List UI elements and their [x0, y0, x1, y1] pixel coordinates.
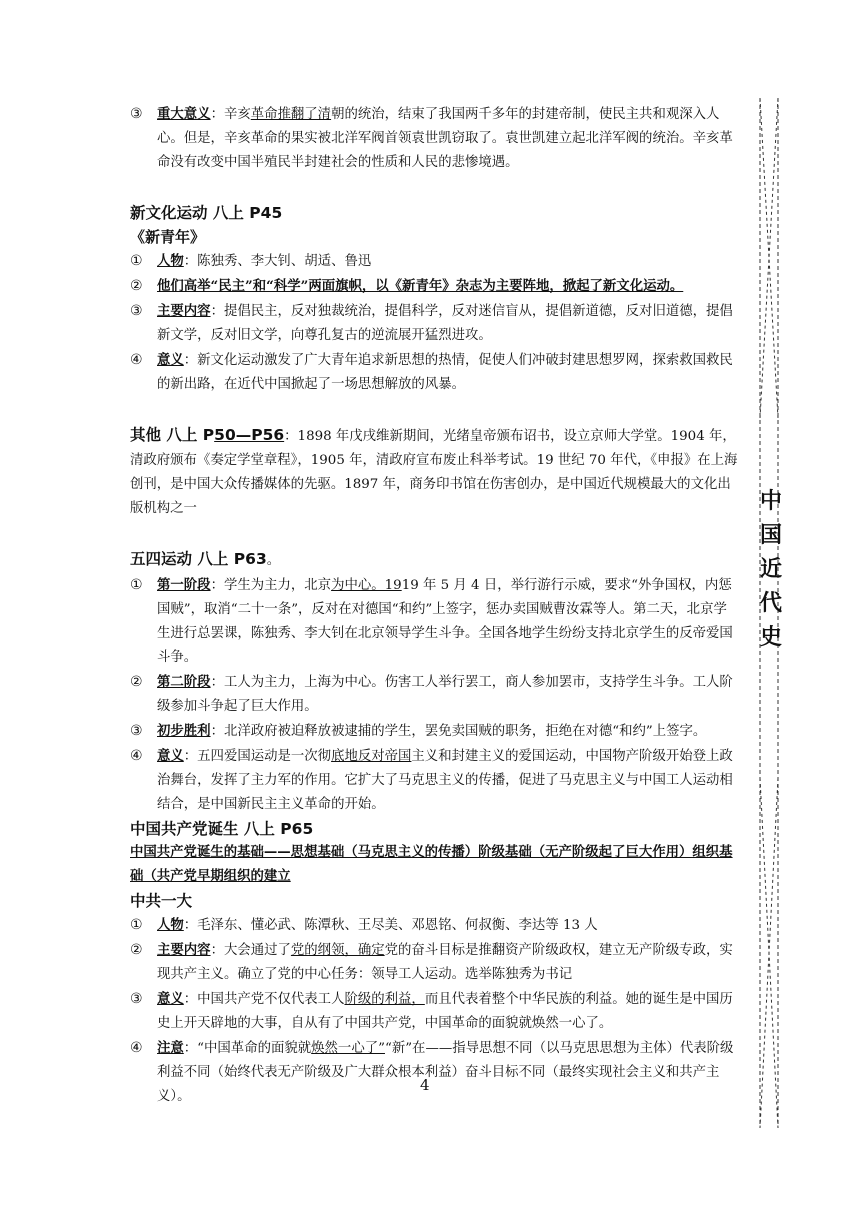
- item-text: ：毛泽东、懂必武、陈潭秋、王尽美、邓恩铭、何叔衡、李达等 13 人: [183, 918, 598, 933]
- section-subheading-yida: 中共一大: [130, 892, 193, 910]
- item-label: 第二阶段: [157, 674, 211, 690]
- item-text: ：学生为主力，北京: [210, 578, 332, 593]
- item-text: 19 年 5 月 4 日，举行游行示威，要求“外争国权，内惩国贼”，取消“二十一条”，反对在对德国“和约”上签字，惩办卖国贼曹汝霖等人。第二天，北京学生进行总罢课，陈独秀、李大钊在北京领导学生斗争。全国各地学生纷纷支持北京学生的反帝爱国斗争。: [157, 578, 733, 665]
- list-number: ②: [130, 674, 143, 690]
- section-heading-zhonggong: 中国共产党诞生 八上 P65: [130, 820, 314, 838]
- list-item: [130, 573, 740, 670]
- sidebar-title-char: 近: [759, 556, 782, 582]
- item-text: 主义和封建主义的爱国运动，中国物产阶级开始登上政治舞台，发挥了主力军的作用。它扩大了马克思主义的传播，促进了马克思主义与中国工人运动相结合，是中国新民主主义革命的开始。: [157, 749, 733, 812]
- section-text: ：1898 年戊戌维新期间，光绪皇帝颁布诏书，设立京师大学堂。1904 年，清政府颁布《奏定学堂章程》，1905 年，清政府宣布废止科举考试。19 世纪 70 年代，《申报》在上海创刊，是中国大众传播媒体的先驱。1897 年，商务印书馆在伤害创办，是中国近代规模最大的文化出版机构之一: [130, 429, 738, 516]
- section-heading-wusi: 五四运动 八上 P63: [130, 550, 267, 568]
- xinhai-significance-item: [130, 102, 740, 175]
- list-item: [130, 744, 740, 817]
- list-number: ②: [130, 278, 143, 294]
- item-text: ：陈独秀、李大钊、胡适、鲁迅: [183, 254, 372, 269]
- section-heading-qita-pages: 50—P56: [214, 426, 285, 444]
- list-item: [130, 913, 740, 938]
- underlined-text: 底地反对帝国: [331, 749, 412, 764]
- item-label: 人物: [157, 253, 184, 269]
- item-text: ：北洋政府被迫释放被逮捕的学生，罢免卖国贼的职务，拒绝在对德“和约”上签字。: [210, 724, 707, 739]
- list-item: [130, 348, 740, 397]
- sidebar-title-char: 代: [759, 590, 782, 616]
- underlined-text: 为中心。19: [331, 578, 402, 593]
- sidebar-title-char: 国: [759, 522, 782, 548]
- underlined-text: 革命推翻了清: [250, 107, 332, 122]
- item-text: ：工人为主力，上海为中心。伤害工人举行罢工，商人参加罢市，支持学生斗争。工人阶级参加斗争起了巨大作用。: [157, 675, 733, 714]
- page-content: [130, 102, 740, 1109]
- item-label: 重大意义: [157, 106, 211, 122]
- item-label: 主要内容: [157, 303, 211, 319]
- item-label: 意义: [157, 991, 184, 1007]
- list-number: ④: [130, 352, 143, 368]
- list-number: ③: [130, 106, 143, 122]
- list-number: ④: [130, 1040, 143, 1056]
- underlined-text: 焕然一心了”: [311, 1041, 385, 1056]
- list-item: [130, 938, 740, 987]
- item-text: 而且代表着整个中华民族的利益。她的诞生是中国历史上开天辟地的大事，自从有了中国共产党，中国革命的面貌就焕然一心了。: [157, 992, 733, 1031]
- item-text: 党的奋斗目标是推翻资产阶级政权，建立无产阶级专政，实现共产主义。确立了党的中心任务：领导工人运动。选举陈独秀为书记: [157, 943, 733, 982]
- item-text: ：辛亥: [210, 107, 251, 122]
- list-number: ①: [130, 253, 143, 269]
- section-subheading-xinqingnian: 《新青年》: [130, 228, 206, 246]
- item-text: 朝的统治，结束了我国两千多年的封建帝制，使民主共和观深入人心。但是，辛亥革命的果实被北洋军阀首领袁世凯窃取了。袁世凯建立起北洋军阀的统治。辛亥革命没有改变中国半殖民半封建社会的性质和人民的悲惨境遇。: [157, 107, 733, 170]
- item-text: ：五四爱国运动是一次彻: [183, 749, 332, 764]
- party-basis-text: 中国共产党诞生的基础——思想基础（马克思主义的传播）阶级基础（无产阶级起了巨大作用）组织基础（共产党早期组织的建立: [130, 845, 733, 884]
- list-number: ②: [130, 942, 143, 958]
- section-heading-xinwenhua: 新文化运动 八上 P45: [130, 204, 283, 222]
- list-number: ③: [130, 991, 143, 1007]
- sidebar-vertical-title: [757, 484, 785, 654]
- underlined-text: 党的纲领，确定: [290, 943, 385, 958]
- section-heading-qita: 其他 八上 P: [130, 426, 215, 444]
- item-label: 初步胜利: [157, 723, 211, 739]
- list-item: [130, 987, 740, 1036]
- item-text: ：中国共产党不仅代表工人: [183, 992, 345, 1007]
- list-number: ④: [130, 748, 143, 764]
- list-item: [130, 670, 740, 719]
- list-item: [130, 719, 740, 744]
- section-qita: [130, 423, 740, 521]
- item-text: “新”在——指导思想不同（以马克思思想为主体）代表阶级利益不同（始终代表无产阶级及广大群众根本利益）奋斗目标不同（最终实现社会主义和共产主义）。: [157, 1041, 734, 1104]
- list-number: ①: [130, 577, 143, 593]
- list-item: [130, 249, 740, 274]
- underlined-text: 阶级的利益，: [344, 992, 425, 1007]
- list-number: ③: [130, 723, 143, 739]
- list-item: [130, 1036, 740, 1109]
- item-label: 人物: [157, 917, 184, 933]
- item-label: 主要内容: [157, 942, 211, 958]
- page-number: 4: [420, 1076, 430, 1094]
- list-number: ③: [130, 303, 143, 319]
- item-label: 意义: [157, 352, 184, 368]
- sidebar-title-char: 史: [759, 624, 782, 650]
- item-text: ：新文化运动激发了广大青年追求新思想的热情，促使人们冲破封建思想罗网，探索救国救民的新出路，在近代中国掀起了一场思想解放的风暴。: [157, 353, 733, 392]
- heading-tail: 。: [266, 553, 281, 568]
- item-text: ：提倡民主，反对独裁统治，提倡科学，反对迷信盲从，提倡新道德，反对旧道德，提倡新文学，反对旧文学，向尊孔复古的逆流展开猛烈进攻。: [157, 304, 733, 343]
- item-label: 注意: [157, 1040, 184, 1056]
- item-text: ：“中国革命的面貌就: [183, 1041, 312, 1056]
- item-label: 意义: [157, 748, 184, 764]
- item-label: 第一阶段: [157, 577, 211, 593]
- list-item: [130, 274, 740, 299]
- sidebar-title-char: 中: [759, 488, 782, 514]
- section-heading-wusi-row: [130, 547, 740, 573]
- list-number: ①: [130, 917, 143, 933]
- item-text: 他们高举“民主”和“科学”两面旗帜，以《新青年》杂志为主要阵地，掀起了新文化运动。: [157, 278, 684, 294]
- list-item: [130, 299, 740, 348]
- item-text: ：大会通过了: [210, 943, 291, 958]
